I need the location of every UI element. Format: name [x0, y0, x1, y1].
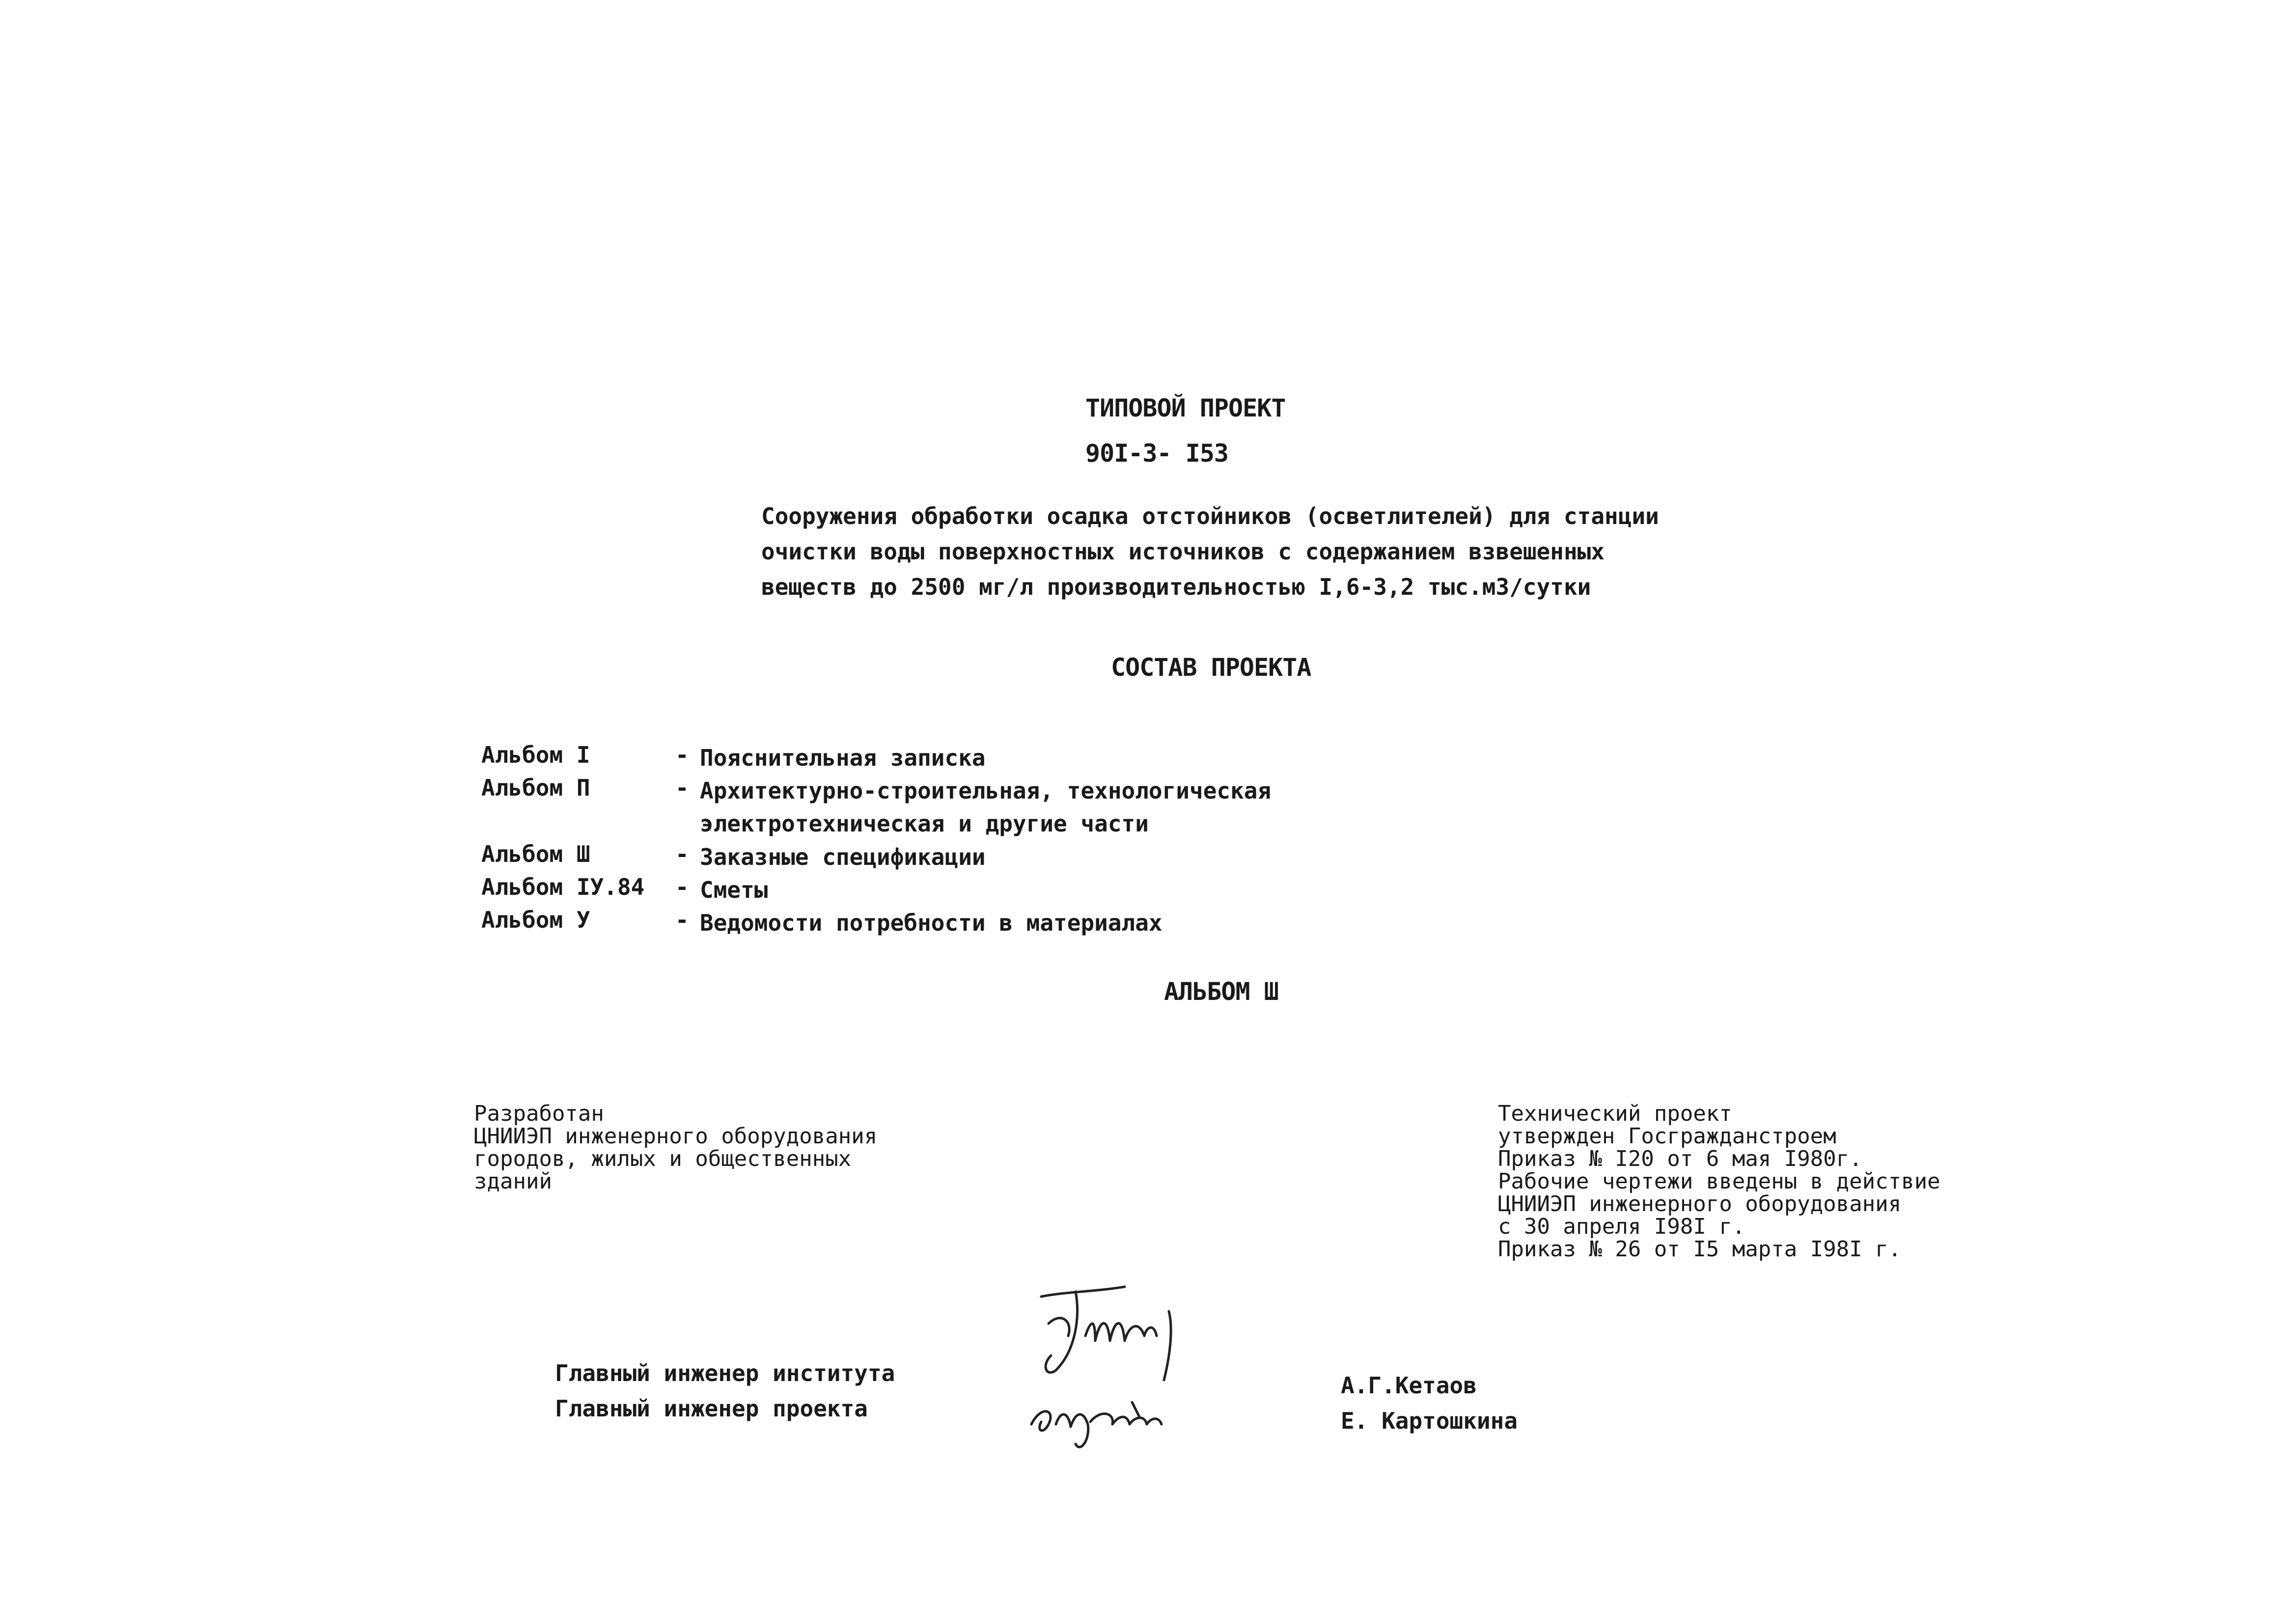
- album-row: [481, 841, 1271, 874]
- signature-stroke: [1090, 1414, 1162, 1424]
- developer-line-2: ЦНИИЭП инженерного оборудования: [474, 1124, 878, 1149]
- description-line-2: очистки воды поверхностных источников с содержанием взвешенных: [761, 538, 1605, 565]
- approval-line-1: Технический проект: [1498, 1101, 1732, 1126]
- signature-roles: [555, 1356, 895, 1426]
- album-dash: -: [675, 841, 689, 867]
- album-description-line: Сметы: [700, 877, 768, 903]
- album-description: [700, 874, 768, 907]
- album-dash: -: [675, 907, 689, 933]
- album-row: [481, 775, 1271, 841]
- handwritten-signature: [1022, 1277, 1247, 1464]
- description-line-1: Сооружения обработки осадка отстойников (осветлителей) для станции: [761, 503, 1659, 529]
- signature-stroke: [1164, 1311, 1171, 1380]
- developer-line-1: Разработан: [474, 1101, 604, 1126]
- album-description-line: Заказные спецификации: [700, 844, 986, 870]
- project-number: 90I-3- I53: [1085, 439, 1229, 468]
- title-line-1: ТИПОВОЙ ПРОЕКТ: [1085, 394, 1286, 422]
- albums-list: [481, 742, 1271, 940]
- album-dash: -: [675, 775, 689, 801]
- album-description-line: Ведомости потребности в материалах: [700, 910, 1162, 936]
- signer-name-2: Е. Картошкина: [1341, 1408, 1518, 1434]
- album-description-line: Архитектурно-строительная, технологическая: [700, 777, 1272, 804]
- signature-stroke: [1041, 1287, 1125, 1297]
- album-description-line: Пояснительная записка: [700, 745, 986, 771]
- album-description: [700, 742, 986, 775]
- album-label: Альбом IУ.84: [481, 874, 645, 900]
- album-description: [700, 841, 986, 874]
- description-line-3: веществ до 2500 мг/л производительностью I,6-3,2 тыс.м3/сутки: [761, 574, 1591, 600]
- signature-stroke: [1132, 1402, 1139, 1417]
- album-label: Альбом I: [481, 742, 590, 768]
- contents-heading: СОСТАВ ПРОЕКТА: [1111, 653, 1311, 682]
- album-row: [481, 742, 1271, 775]
- approval-line-2: утвержден Госгражданстроем: [1498, 1124, 1836, 1149]
- developer-line-4: зданий: [474, 1169, 552, 1194]
- signer-name-1: А.Г.Кетаов: [1341, 1372, 1477, 1399]
- developer-line-3: городов, жилых и общественных: [474, 1146, 852, 1171]
- approval-line-7: Приказ № 26 от I5 марта I98I г.: [1498, 1237, 1902, 1262]
- signature-stroke: [1046, 1292, 1078, 1373]
- album-description: [700, 907, 1162, 940]
- album-dash: -: [675, 742, 689, 768]
- album-label: Альбом Ш: [481, 841, 590, 867]
- signature-stroke: [1085, 1323, 1157, 1341]
- approval-line-6: с 30 апреля I98I г.: [1498, 1214, 1745, 1239]
- developer-block: [474, 1103, 877, 1193]
- album-description-line: электротехническая и другие части: [700, 810, 1149, 837]
- current-album-heading: АЛЬБОМ Ш: [1164, 977, 1278, 1006]
- album-row: [481, 874, 1271, 907]
- role-chief-engineer-project: Главный инженер проекта: [555, 1395, 868, 1422]
- album-label: Альбом П: [481, 775, 590, 801]
- approval-line-5: ЦНИИЭП инженерного оборудования: [1498, 1191, 1902, 1217]
- signer-names: [1341, 1368, 1518, 1439]
- approval-line-4: Рабочие чертежи введены в действие: [1498, 1169, 1940, 1194]
- album-dash: -: [675, 874, 689, 900]
- album-row: [481, 907, 1271, 940]
- document-title: [1085, 386, 1285, 476]
- album-label: Альбом У: [481, 907, 590, 933]
- role-chief-engineer-institute: Главный инженер института: [555, 1360, 895, 1386]
- album-description: [700, 775, 1271, 840]
- signature-stroke: [1031, 1411, 1051, 1431]
- signature-stroke: [1049, 1318, 1069, 1336]
- approval-line-3: Приказ № I20 от 6 мая I980г.: [1498, 1146, 1862, 1171]
- approval-block: [1498, 1103, 1940, 1261]
- project-description: [761, 498, 1659, 605]
- signature-stroke: [1056, 1414, 1088, 1447]
